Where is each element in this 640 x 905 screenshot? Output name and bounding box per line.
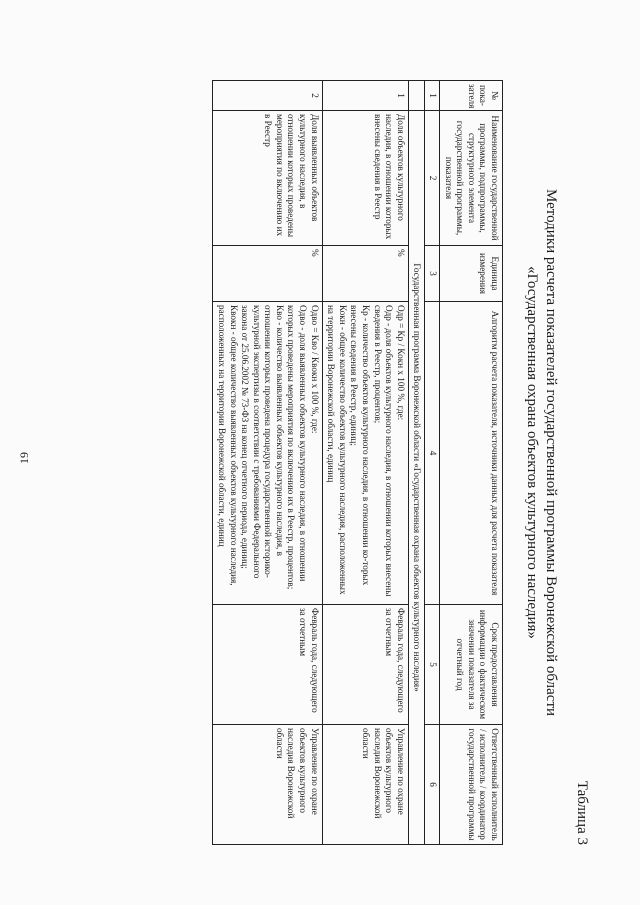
column-number: 1 <box>425 81 440 111</box>
header-name: Наименование государственной программы, подпрограммы, структурного элемента государственной программы, показателя <box>440 111 503 246</box>
title-line-1: Методики расчета показателей государственной программы Воронежской области <box>543 188 559 717</box>
indicator-name: Доля выявленных объектов культурного наследия, в отношении которых проведены мероприятия по включению их в Реестр <box>213 111 322 246</box>
row-number: 1 <box>322 81 408 111</box>
header-row <box>440 81 503 845</box>
algorithm: Одво = Кво / Квокн х 100 %, где: Одво - доля выявленных объектов культурного наследия, в отношении которых проведены мероприятия по включению их в Реестр, процентов; Кво - количество выявленных объектов культурного наследия, в отношении которых проведена процедура государственной историко-культурной экспертизы в соответствии с требованиями Федерального закона от 25.06.2002 № 73-ФЗ на конец отчетного периода, единиц; Квокн - общее количество выявленных объектов культурного наследия, расположенных на территории Воронежской области, единиц <box>213 302 322 605</box>
table-row <box>322 81 408 845</box>
deadline: Февраль года, следующего за отчетным <box>213 605 322 725</box>
section-title: Государственная программа Воронежской области «Государственная охрана объектов культурного наследия» <box>408 111 425 845</box>
table-label: Таблица 3 <box>574 780 590 845</box>
section-row <box>408 81 425 845</box>
title-line-2: «Государственная охрана объектов культурного наследия» <box>524 266 540 639</box>
section-empty-cell <box>408 81 425 111</box>
column-number: 5 <box>425 605 440 725</box>
row-number: 2 <box>213 81 322 111</box>
column-number: 6 <box>425 725 440 845</box>
column-number: 3 <box>425 246 440 302</box>
header-deadline: Срок предоставления информации о фактическом значении показателя за отчетный год <box>440 605 503 725</box>
column-number: 2 <box>425 111 440 246</box>
header-unit: Единица измерения <box>440 246 503 302</box>
header-num: № пока-зателя <box>440 81 503 111</box>
column-number-row <box>425 81 440 845</box>
indicator-name: Доля объектов культурного наследия, в отношении которых внесены сведения в Реестр <box>322 111 408 246</box>
header-algorithm: Алгоритм расчета показателя, источники данных для расчета показателя <box>440 302 503 605</box>
header-responsible: Ответственный исполнитель / исполнитель / координатор государственной программы <box>440 725 503 845</box>
column-number: 4 <box>425 302 440 605</box>
unit: % <box>322 246 408 302</box>
document-title <box>522 80 560 825</box>
methods-table <box>212 80 503 845</box>
table-row <box>213 81 322 845</box>
page-number: 19 <box>17 452 31 464</box>
deadline: Февраль года, следующего за отчетным <box>322 605 408 725</box>
responsible: Управление по охране объектов культурного наследия Воронежской области <box>322 725 408 845</box>
unit: % <box>213 246 322 302</box>
algorithm: Одр = Кр / Кокн х 100 %, где: Одр - доля объектов культурного наследия, в отношении которых внесены сведения в Реестр, процентов; Кр - количество объектов культурного наследия, в отношении ко-торых внесены сведения в Реестр, единиц; Кокн - общее количество объектов культурного наследия, расположенных на территории Воронежской области, единиц <box>322 302 408 605</box>
responsible: Управление по охране объектов культурного наследия Воронежской области <box>213 725 322 845</box>
